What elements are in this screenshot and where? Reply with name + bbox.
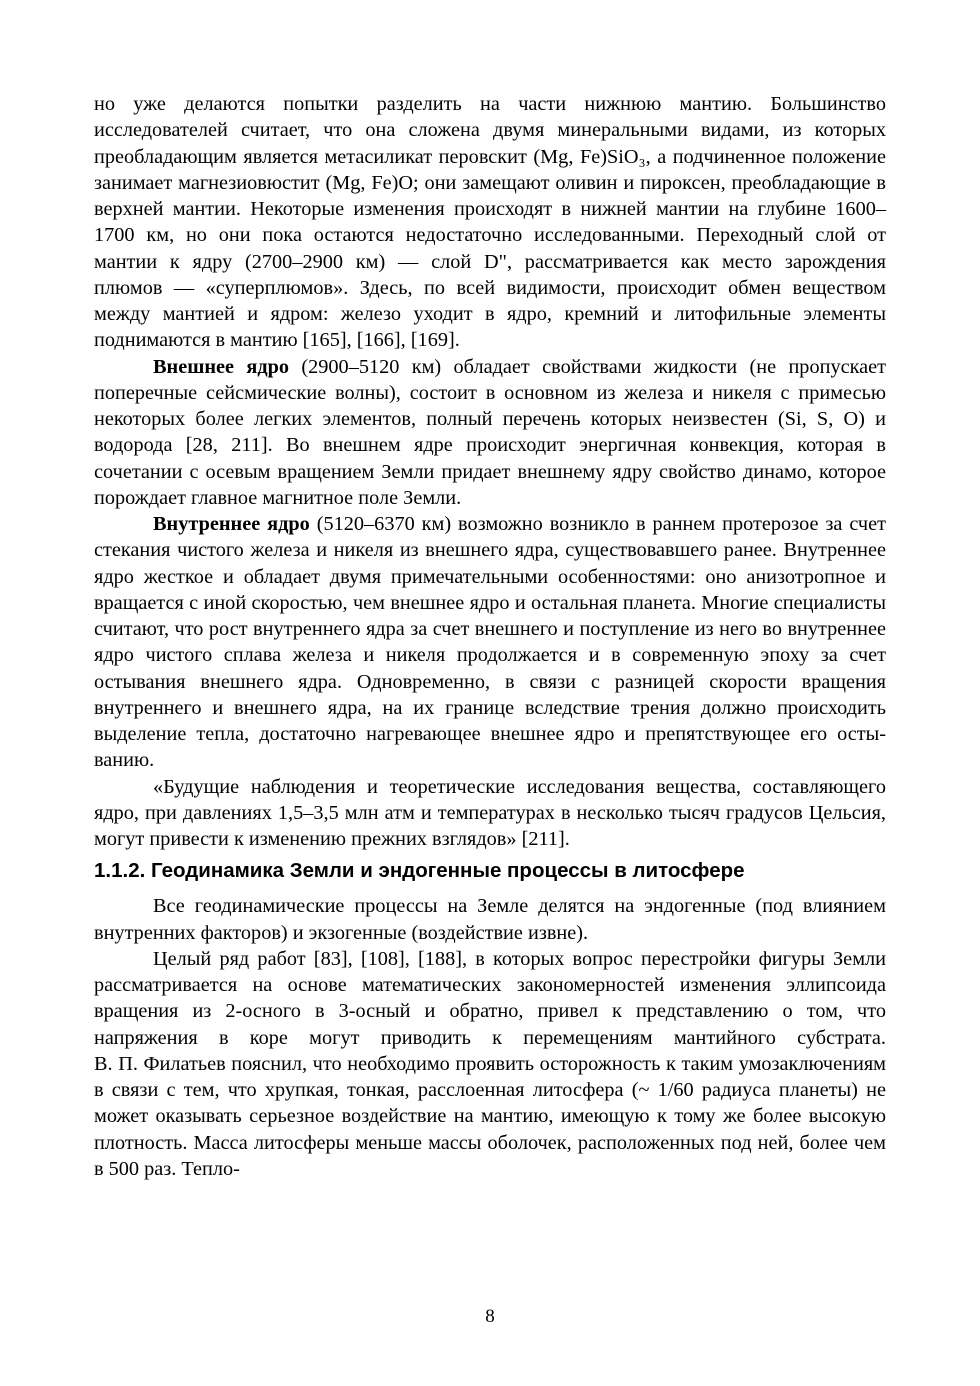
paragraph-earth-figure: Целый ряд работ [83], [108], [188], в которых вопрос перестройки фигуры Земли рассматривается на основе математических закономерностей изменения эллипсоида вращения из 2-осного в 3-осный и обратно, привел к представлению о том, что напряжения в коре могут приводить к перемещениям мантийного субстрата. В. П. Филатьев пояснил, что необходимо проявить осторожность к таким умозаключениям в связи с тем, что хрупкая, тонкая, расслоенная литосфера (~ 1/60 радиуса планеты) не может оказывать серьезное воздействие на мантию, имеющую к тому же более высокую плотность. Масса литосферы меньше массы оболочек, расположенных под ней, более чем в 500 раз. Тепло- bbox=[94, 947, 886, 1180]
term-inner-core: Внутреннее ядро bbox=[153, 513, 310, 535]
paragraph-lower-mantle: но уже делаются попытки разделить на части нижнюю мантию. Большинство исследователей считает, что она сложена двумя минеральными видами, из которых преобладающим является метасиликат перовскит (Mg, Fe)SiO₃, а подчиненное положение занимает магнезиовюстит (Mg, Fe)O; они замещают оливин и пироксен, преобладающие в верхней мантии. Некоторые изменения происходят в нижней мантии на глубине 1600–1700 км, но они пока остаются недостаточно исследованными. Переходный слой от мантии к ядру (2700–2900 км) — слой D", рассматривается как место зарождения плюмов — «суперплюмов». Здесь, по всей видимости, происходит обмен веществом между мантией и ядром: железо уходит в ядро, кремний и литофильные элементы поднимаются в мантию [165], [166], [169]. bbox=[94, 93, 886, 352]
page-number: 8 bbox=[485, 1306, 495, 1327]
paragraph-geodynamic-processes: Все геодинамические процессы на Земле делятся на эндогенные (под влиянием внутренних факторов) и экзогенные (воздействие извне). bbox=[94, 895, 886, 944]
paragraph-quote: «Будущие наблюдения и теоретические исследования вещества, составляющего ядро, при давлениях 1,5–3,5 млн атм и температурах в несколько тысяч градусов Цельсия, могут привести к изменению прежних взглядов» [211]. bbox=[94, 775, 886, 850]
paragraph-outer-core-text: (2900–5120 км) обладает свойствами жидкости (не пропускает поперечные сейсмические волны), состоит в основном из железа и никеля с примесью некоторых более легких элементов, полный перечень которых неизвестен (Si, S, O) и водорода [28, 211]. Во внешнем ядре происходит энергичная конвекция, которая в сочетании с осевым вращением Земли придает внешнему ядру свойство динамо, которое порождает главное магнитное поле Земли. bbox=[94, 355, 886, 509]
document-page bbox=[94, 91, 886, 1182]
paragraph-inner-core-text: (5120–6370 км) возможно возникло в раннем протерозое за счет стекания чистого железа и никеля из внешнего ядра, существовавшего ранее. Внутреннее ядро жесткое и обладает двумя примечательными особенностями: оно анизотропное и вращается с иной скоростью, чем внешнее ядро и остальная планета. Многие специалисты считают, что рост внутреннего ядра за счет внешнего и поступление из него во внутреннее ядро чистого сплава железа и никеля продолжается и в современную эпоху за счет остывания внешнего ядра. Одновременно, в связи с разницей скорости вращения внутреннего и внешнего ядра, на их границе вследствие трения должно происходить выделение тепла, достаточно нагревающее внешнее ядро и препятствующее его остыванию. bbox=[94, 513, 886, 772]
term-outer-core: Внешнее ядро bbox=[153, 355, 290, 378]
section-heading: 1.1.2. Геодинамика Земли и эндогенные процессы в литосфере bbox=[94, 859, 745, 883]
paragraph-outer-core bbox=[94, 354, 886, 512]
paragraph-inner-core bbox=[94, 511, 886, 774]
